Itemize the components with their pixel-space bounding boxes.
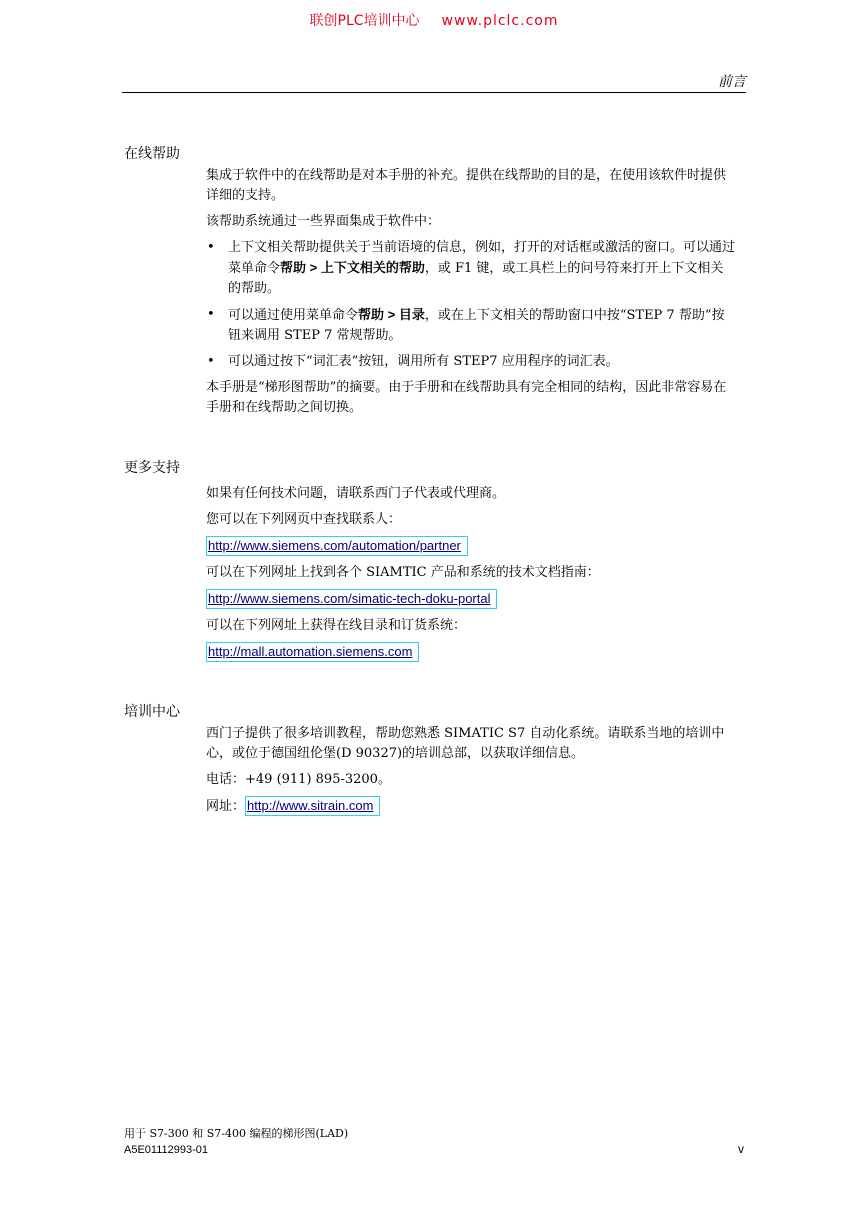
partner-link[interactable]: http://www.siemens.com/automation/partner (206, 536, 468, 556)
footer-doc-number: A5E01112993-01 (124, 1144, 208, 1156)
footer-left (124, 1126, 348, 1158)
tech-doku-portal-link[interactable]: http://www.siemens.com/simatic-tech-doku-portal (206, 589, 497, 609)
header-rule (122, 92, 746, 93)
running-header-title: 前言 (718, 74, 746, 90)
paragraph: 可以在下列网址上获得在线目录和订货系统： (206, 618, 467, 633)
more-support-body (206, 484, 736, 669)
bullet-icon: • (207, 240, 215, 255)
list-item-text: 可以通过使用菜单命令 (228, 308, 359, 323)
bullet-icon: • (207, 354, 215, 369)
list-item (206, 352, 736, 372)
bullet-icon: • (207, 307, 215, 322)
list-item-text: ，或 F1 键，或工具栏上的问号符来打开上下文相关的帮助。 (228, 261, 724, 296)
bullet-list (206, 238, 736, 372)
paragraph: 该帮助系统通过一些界面集成于软件中： (206, 214, 441, 229)
training-body (206, 724, 736, 823)
footer-doc-title: 用于 S7-300 和 S7-400 编程的梯形图(LAD) (124, 1127, 349, 1140)
menu-path: 帮助 > 目录 (358, 307, 425, 322)
paragraph: 如果有任何技术问题，请联系西门子代表或代理商。 (206, 486, 506, 501)
list-item-text: ，或在上下文相关的帮助窗口中按“STEP 7 帮助”按钮来调用 STEP 7 常规帮助。 (228, 308, 725, 343)
list-item (206, 305, 736, 346)
mall-link[interactable]: http://mall.automation.siemens.com (206, 642, 419, 662)
paragraph: 西门子提供了很多培训教程，帮助您熟悉 SIMATIC S7 自动化系统。请联系当地的培训中心，或位于德国纽伦堡(D 90327)的培训总部，以获取详细信息。 (206, 726, 725, 761)
section-title-more-support: 更多支持 (124, 460, 180, 476)
sitrain-link[interactable]: http://www.sitrain.com (245, 796, 380, 816)
menu-path: 帮助 > 上下文相关的帮助 (280, 260, 425, 275)
paragraph: 集成于软件中的在线帮助是对本手册的补充。提供在线帮助的目的是，在使用该软件时提供详细的支持。 (206, 168, 727, 203)
watermark-site[interactable]: www.plclc.com (441, 13, 559, 29)
phone-line: 电话：+49 (911) 895-3200。 (206, 772, 391, 787)
list-item (206, 238, 736, 299)
page-number: v (738, 1142, 744, 1156)
section-title-training: 培训中心 (124, 704, 180, 720)
list-item-text: 可以通过按下“词汇表”按钮，调用所有 STEP7 应用程序的词汇表。 (228, 354, 619, 369)
watermark-brand: 联创PLC培训中心 (309, 13, 420, 29)
web-label: 网址： (206, 799, 246, 814)
section-title-online-help: 在线帮助 (124, 146, 180, 162)
paragraph: 可以在下列网址上找到各个 SIAMTIC 产品和系统的技术文档指南： (206, 565, 600, 580)
watermark (0, 10, 868, 30)
online-help-body (206, 166, 736, 424)
paragraph: 本手册是“梯形图帮助”的摘要。由于手册和在线帮助具有完全相同的结构，因此非常容易在手册和在线帮助之间切换。 (206, 380, 727, 415)
paragraph: 您可以在下列网页中查找联系人： (206, 512, 402, 527)
list-item-text: 上下文相关帮助提供关于当前语境的信息，例如，打开的对话框或激活的窗口。可以通过菜单命令 (228, 240, 736, 276)
